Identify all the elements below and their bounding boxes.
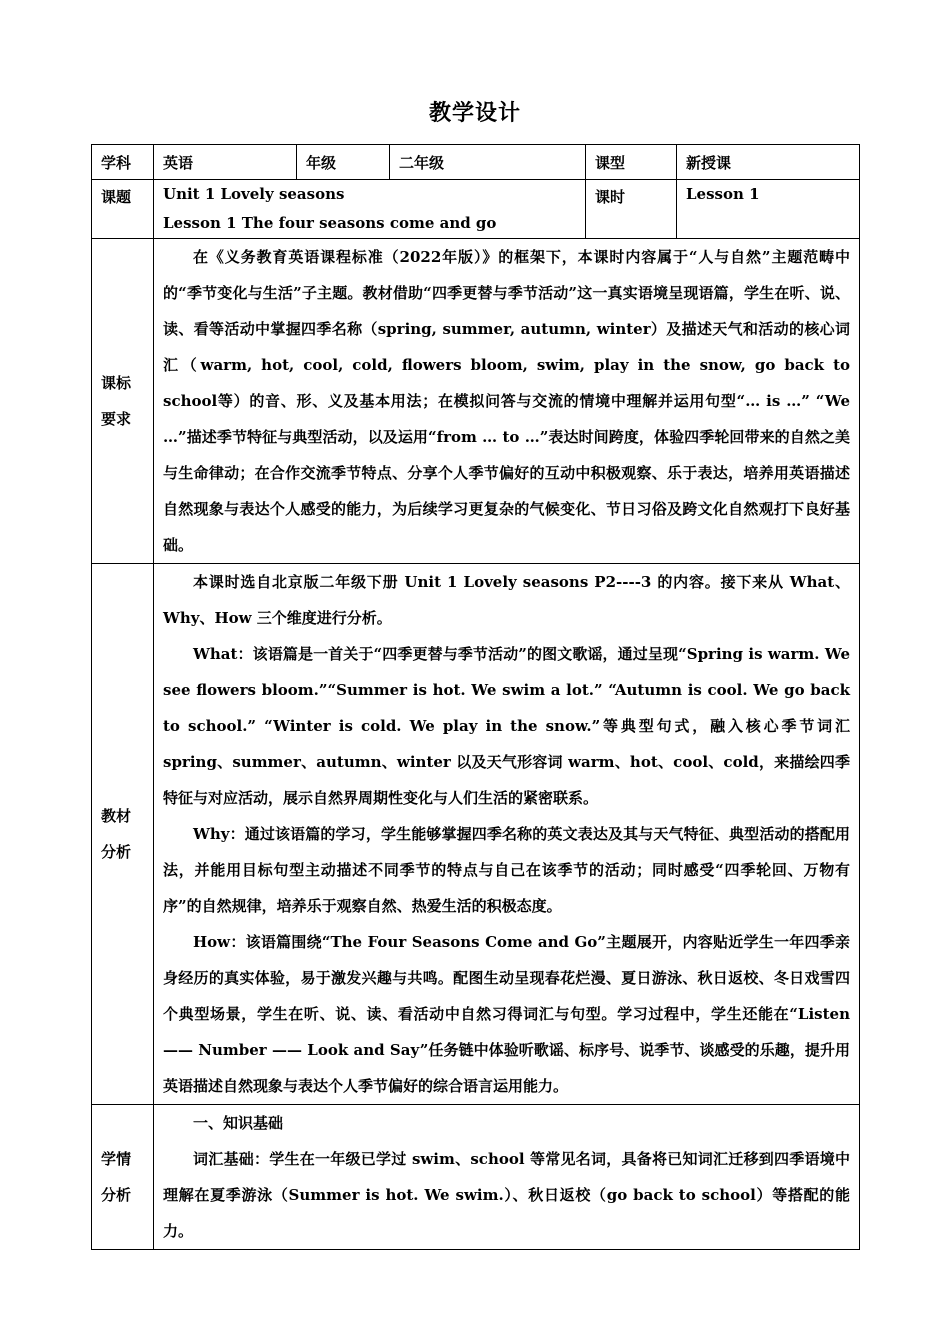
grade-value-cell: 二年级 [390,145,586,180]
curriculum-content-cell [154,239,860,564]
header-row [92,145,860,180]
textbook-label-cell: 教材 分析 [92,564,154,1105]
textbook-why: Why：通过该语篇的学习，学生能够掌握四季名称的英文表达及其与天气特征、典型活动的搭配用法，并能用目标句型主动描述不同季节的特点与自己在该季节的活动；同时感受“四季轮回、万物有序”的自然规律，培养乐于观察自然、热爱生活的积极态度。 [163,825,850,915]
learner-text: 词汇基础：学生在一年级已学过 swim、school 等常见名词，具备将已知词汇迁移到四季语境中理解在夏季游泳（Summer is hot. We swim.）、秋日返校（go back to school）等搭配的能力。 [163,1150,850,1240]
topic-label-cell: 课题 [92,180,154,239]
topic-unit: Unit 1 Lovely seasons [163,185,345,203]
topic-value-cell [154,180,586,239]
curriculum-text: 在《义务教育英语课程标准（2022年版）》的框架下，本课时内容属于“人与自然”主题范畴中的“季节变化与生活”子主题。教材借助“四季更替与季节活动”这一真实语境呈现语篇，学生在听、说、读、看等活动中掌握四季名称（spring, summer, autumn, winter）及描述天气和活动的核心词汇（warm, hot, cool, cold, flowers bloom, swim, play in the snow, go back to school等）的音、形、义及基本用法；在模拟问答与交流的情境中理解并运用句型“… is …” “We …”描述季节特征与典型活动，以及运用“from … to …”表达时间跨度，体验四季轮回带来的自然之美与生命律动；在合作交流季节特点、分享个人季节偏好的互动中积极观察、乐于表达，培养用英语描述自然现象与表达个人感受的能力，为后续学习更复杂的气候变化、节日习俗及跨文化自然观打下良好基础。 [163,248,850,554]
type-value-cell: 新授课 [677,145,860,180]
curriculum-label-cell: 课标 要求 [92,239,154,564]
lesson-design-table [91,144,860,1250]
subject-value-cell: 英语 [154,145,297,180]
curriculum-row [92,239,860,564]
learner-content-cell [154,1105,860,1250]
textbook-how: How：该语篇围绕“The Four Seasons Come and Go”主题展开，内容贴近学生一年四季亲身经历的真实体验，易于激发兴趣与共鸣。配图生动呈现春花烂漫、夏日游泳、秋日返校、冬日戏雪四个典型场景，学生在听、说、读、看活动中自然习得词汇与句型。学习过程中，学生还能在“Listen —— Number —— Look and Say”任务链中体验听歌谣、标序号、说季节、谈感受的乐趣，提升用英语描述自然现象与表达个人季节偏好的综合语言运用能力。 [163,933,850,1095]
topic-row [92,180,860,239]
period-value-cell: Lesson 1 [677,180,860,239]
textbook-content-cell [154,564,860,1105]
subject-label-cell: 学科 [92,145,154,180]
textbook-what: What：该语篇是一首关于“四季更替与季节活动”的图文歌谣，通过呈现“Spring is warm. We see flowers bloom.”“Summer is hot. We swim a lot.” “Autumn is cool. We go back to school.” “Winter is cold. We play in the snow.”等典型句式，融入核心季节词汇 spring、summer、autumn、winter 以及天气形容词 warm、hot、cool、cold，来描绘四季特征与对应活动，展示自然界周期性变化与人们生活的紧密联系。 [163,645,850,807]
textbook-row [92,564,860,1105]
textbook-intro: 本课时选自北京版二年级下册 Unit 1 Lovely seasons P2----3 的内容。接下来从 What、Why、How 三个维度进行分析。 [163,573,850,627]
learner-row [92,1105,860,1250]
page-title: 教学设计 [428,100,521,126]
period-label-cell: 课时 [586,180,677,239]
learner-heading: 一、知识基础 [193,1114,284,1132]
topic-lesson: Lesson 1 The four seasons come and go [163,214,497,232]
type-label-cell: 课型 [586,145,677,180]
grade-label-cell: 年级 [297,145,390,180]
learner-label-cell: 学情 分析 [92,1105,154,1250]
